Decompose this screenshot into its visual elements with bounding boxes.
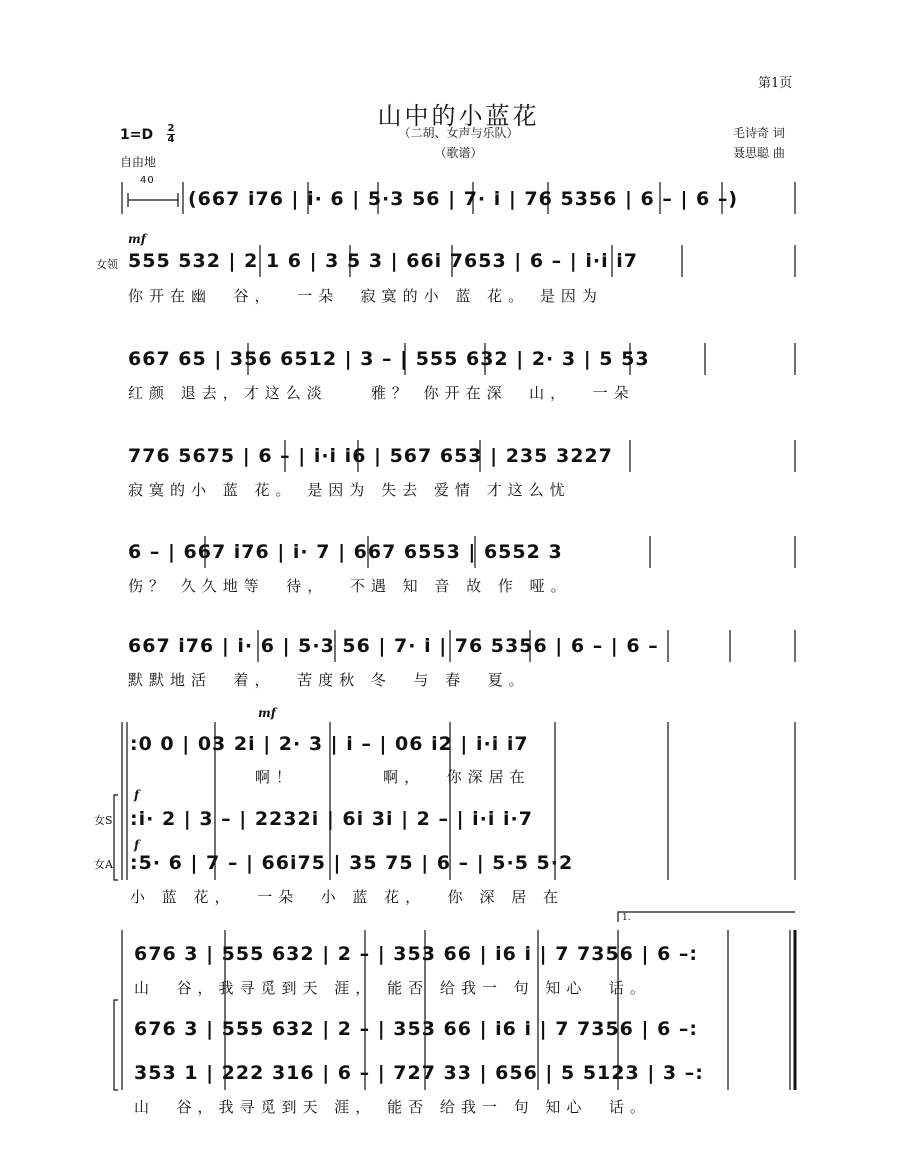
lyrics-line-4: 寂寞的小 蓝 花。 是因为 失去 爱情 才这么忧 [128,481,571,499]
part-label-lead: 女领 [96,258,118,271]
notes-line-2: 555 532 | 2 1 6 | 3 5 3 | 66i 7653 | 6 – | i·i i7 [128,250,638,272]
time-signature-bottom: 4 [167,134,175,145]
time-signature-top: 2 [167,123,175,134]
volta-bracket-label: 1. [622,913,631,923]
part-label-alto: 女A [94,858,113,871]
notes-line-3: 667 65 | 356 6512 | 3 – | 555 632 | 2· 3 | 5 53 [128,348,650,370]
lyrics-line-8-lead: 山 谷，我寻觅到天 涯， 能否 给我一 句 知心 话。 [134,979,651,997]
composer-credit: 聂思聪 曲 [733,146,785,160]
song-subtitle-2: （歌谱） [434,146,483,160]
key-signature: 1=D [120,127,154,143]
rest-count: 40 [140,175,155,186]
tempo-marking: 自由地 [120,155,157,169]
lyrics-line-7-lead: 啊！ 啊， 你深居在 [255,768,531,786]
notes-line-5: 6 – | 667 i76 | i· 7 | 667 6553 | 6552 3 [128,541,563,563]
lyrics-line-8-lower: 山 谷，我寻觅到天 涯， 能否 给我一 句 知心 话。 [134,1098,651,1116]
lyrics-line-5: 伤？ 久久地等 待， 不遇 知 音 故 作 哑。 [128,577,572,595]
lyricist-credit: 毛诗奇 词 [733,126,785,140]
dynamic-f-soprano: f [134,788,140,802]
dynamic-mf-chorus: mf [258,706,276,720]
song-subtitle: （二胡、女声与乐队） [398,126,519,140]
notes-line-8-alto: 353 1 | 222 316 | 6 – | 727 33 | 656 | 5 5123 | 3 –: [134,1062,704,1084]
notes-line-7-soprano: :i· 2 | 3 – | 2232i | 6i 3i | 2 – | i·i i·7 [130,808,533,830]
song-title: 山中的小蓝花 [377,102,540,130]
dynamic-mf: mf [128,232,146,246]
lyrics-line-3: 红颜 退去，才这么淡 雅？ 你开在深 山， 一朵 [128,384,635,402]
lyrics-line-6: 默默地活 着， 苦度秋 冬 与 春 夏。 [128,671,530,689]
lyrics-line-2: 你开在幽 谷， 一朵 寂寞的小 蓝 花。 是因为 [128,287,603,305]
page-number: 第1页 [758,76,793,91]
notes-line-6: 667 i76 | i· 6 | 5·3 56 | 7· i | 76 5356 | 6 – | 6 – [128,635,659,657]
lyrics-line-7-lower: 小 蓝 花， 一朵 小 蓝 花， 你 深 居 在 [130,888,564,906]
part-label-soprano: 女S [94,814,113,827]
notes-line-7-lead: :0 0 | 03 2i | 2· 3 | i – | 06 i2 | i·i i7 [130,733,529,755]
notes-line-7-alto: :5· 6 | 7 – | 66i75 | 35 75 | 6 – | 5·5 5·2 [130,852,574,874]
dynamic-f-alto: f [134,838,140,852]
intro-notes: (667 i76 | i· 6 | 5·3 56 | 7· i | 76 5356 | 6 – | 6 –) [188,188,739,210]
notes-line-8-lead: 676 3 | 555 632 | 2 – | 353 66 | i6 i | 7 7356 | 6 –: [134,943,699,965]
notes-line-8-soprano: 676 3 | 555 632 | 2 – | 353 66 | i6 i | 7 7356 | 6 –: [134,1018,699,1040]
notes-line-4: 776 5675 | 6 – | i·i i6 | 567 653 | 235 3227 [128,445,613,467]
